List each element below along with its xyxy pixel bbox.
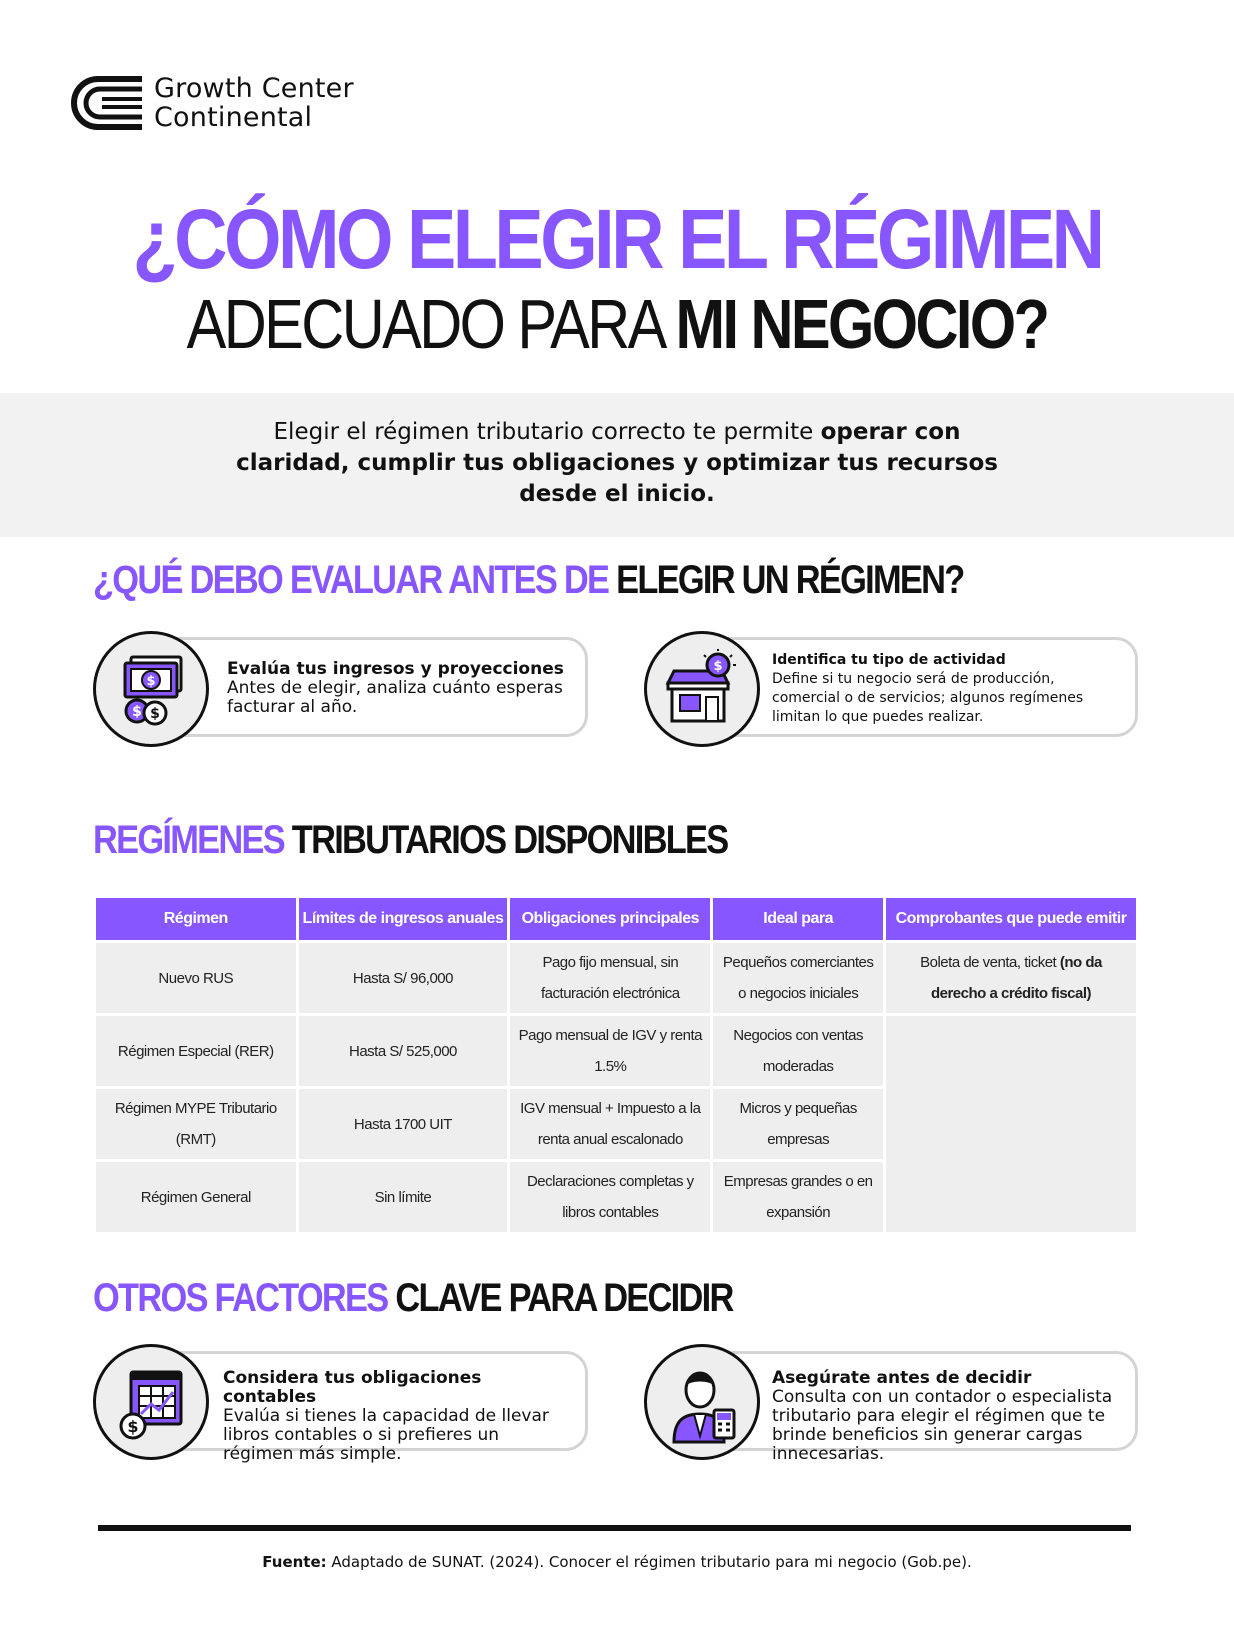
regimes-table: [93, 895, 1139, 1235]
table-header: Régimen: [96, 898, 296, 940]
table-cell: Declaraciones completas y libros contables: [510, 1162, 710, 1232]
brand-name: [154, 74, 354, 132]
card-accounting-text: [223, 1369, 573, 1464]
brand-logo: [68, 74, 354, 132]
table-cell-empty: [886, 1016, 1136, 1232]
table-cell: Hasta 1700 UIT: [299, 1089, 508, 1159]
footer-divider: [98, 1525, 1131, 1531]
table-cell: Pago fijo mensual, sin facturación electrónica: [510, 943, 710, 1013]
card-accounting-heading: Considera tus obligaciones contables: [223, 1368, 482, 1407]
intro-text: [217, 417, 1017, 510]
accountant-icon-circle: [644, 1344, 760, 1460]
money-icon-circle: [93, 631, 209, 747]
svg-text:$: $: [146, 674, 156, 689]
source-citation: [0, 1553, 1234, 1571]
table-cell: Pequeños comerciantes o negocios iniciales: [713, 943, 883, 1013]
brand-line-1: Growth Center: [154, 73, 354, 104]
title-light: ADECUADO PARA: [186, 285, 676, 363]
intro-part-1: Elegir el régimen tributario correcto te permite: [273, 419, 821, 445]
card-accounting-body: Evalúa si tienes la capacidad de llevar libros contables o si prefieres un régimen más simple.: [223, 1406, 549, 1464]
table-header-row: [96, 898, 1136, 940]
card-advisor-body: Consulta con un contador o especialista tributario para elegir el régimen que te brinde beneficios sin generar cargas innecesarias.: [772, 1387, 1113, 1464]
store-idea-icon: [660, 647, 744, 731]
section-regimes-title-purple: REGÍMENES: [93, 818, 292, 862]
accounting-icon-circle: [93, 1344, 209, 1460]
intro-part-2: operar con claridad, cumplir tus obligaciones y optimizar tus recursos desde el inicio.: [236, 419, 998, 507]
title-bold: MI NEGOCIO?: [675, 285, 1048, 363]
card-income-body: Antes de elegir, analiza cuánto esperas facturar al año.: [227, 678, 563, 717]
page-title-line-1: ¿CÓMO ELEGIR EL RÉGIMEN: [132, 192, 1102, 286]
page-title-line-2: [93, 286, 1142, 362]
card-income-heading: Evalúa tus ingresos y proyecciones: [227, 659, 564, 679]
section-factors-title: [93, 1276, 733, 1320]
table-cell: Régimen General: [96, 1162, 296, 1232]
store-icon-circle: [644, 631, 760, 747]
card-income-text: [227, 660, 567, 717]
table-header: Límites de ingresos anuales: [299, 898, 508, 940]
table-row: [96, 943, 1136, 1013]
section-evaluate-title-purple: ¿QUÉ DEBO EVALUAR ANTES DE: [93, 558, 617, 602]
table-cell: Nuevo RUS: [96, 943, 296, 1013]
card-activity-heading: Identifica tu tipo de actividad: [772, 652, 1006, 668]
table-cell: IGV mensual + Impuesto a la renta anual escalonado: [510, 1089, 710, 1159]
section-evaluate-title: [93, 558, 964, 602]
section-evaluate-title-black: ELEGIR UN RÉGIMEN?: [616, 558, 964, 602]
money-icon: [109, 647, 193, 731]
logo-mark-icon: [68, 75, 146, 131]
table-header: Comprobantes que puede emitir: [886, 898, 1136, 940]
table-cell: Pago mensual de IGV y renta 1.5%: [510, 1016, 710, 1086]
card-activity-body: Define si tu negocio será de producción, comercial o de servicios; algunos regímenes limitan lo que puedes realizar.: [772, 671, 1084, 725]
source-text: Adaptado de SUNAT. (2024). Conocer el régimen tributario para mi negocio (Gob.pe).: [326, 1553, 972, 1571]
svg-text:$: $: [150, 706, 160, 722]
table-cell: Micros y pequeñas empresas: [713, 1089, 883, 1159]
section-regimes-title-black: TRIBUTARIOS DISPONIBLES: [291, 818, 728, 862]
section-factors-title-black: CLAVE PARA DECIDIR: [395, 1276, 733, 1320]
svg-text:$: $: [713, 659, 723, 674]
svg-text:$: $: [127, 1417, 139, 1436]
card-activity-text: [772, 651, 1112, 727]
table-header: Obligaciones principales: [510, 898, 710, 940]
section-regimes-title: [93, 818, 727, 862]
table-cell: Empresas grandes o en expansión: [713, 1162, 883, 1232]
table-header: Ideal para: [713, 898, 883, 940]
section-factors-title-purple: OTROS FACTORES: [93, 1276, 396, 1320]
table-cell: Hasta S/ 525,000: [299, 1016, 508, 1086]
table-cell: [886, 943, 1136, 1013]
accounting-book-icon: [109, 1360, 193, 1444]
source-label: Fuente:: [262, 1553, 327, 1571]
table-cell: Sin límite: [299, 1162, 508, 1232]
table-cell: Régimen Especial (RER): [96, 1016, 296, 1086]
table-cell: Hasta S/ 96,000: [299, 943, 508, 1013]
table-row: [96, 1016, 1136, 1086]
card-advisor-heading: Asegúrate antes de decidir: [772, 1368, 1032, 1388]
svg-text:$: $: [132, 704, 142, 720]
accountant-icon: [660, 1360, 744, 1444]
brand-line-2: Continental: [154, 102, 313, 133]
table-cell: Negocios con ventas moderadas: [713, 1016, 883, 1086]
comprobantes-text: Boleta de venta, ticket: [920, 954, 1060, 971]
table-cell: Régimen MYPE Tributario (RMT): [96, 1089, 296, 1159]
card-advisor-text: [772, 1369, 1122, 1464]
comprobantes-note: (no da derecho a crédito fiscal): [930, 954, 1102, 1002]
intro-band: [0, 393, 1234, 537]
